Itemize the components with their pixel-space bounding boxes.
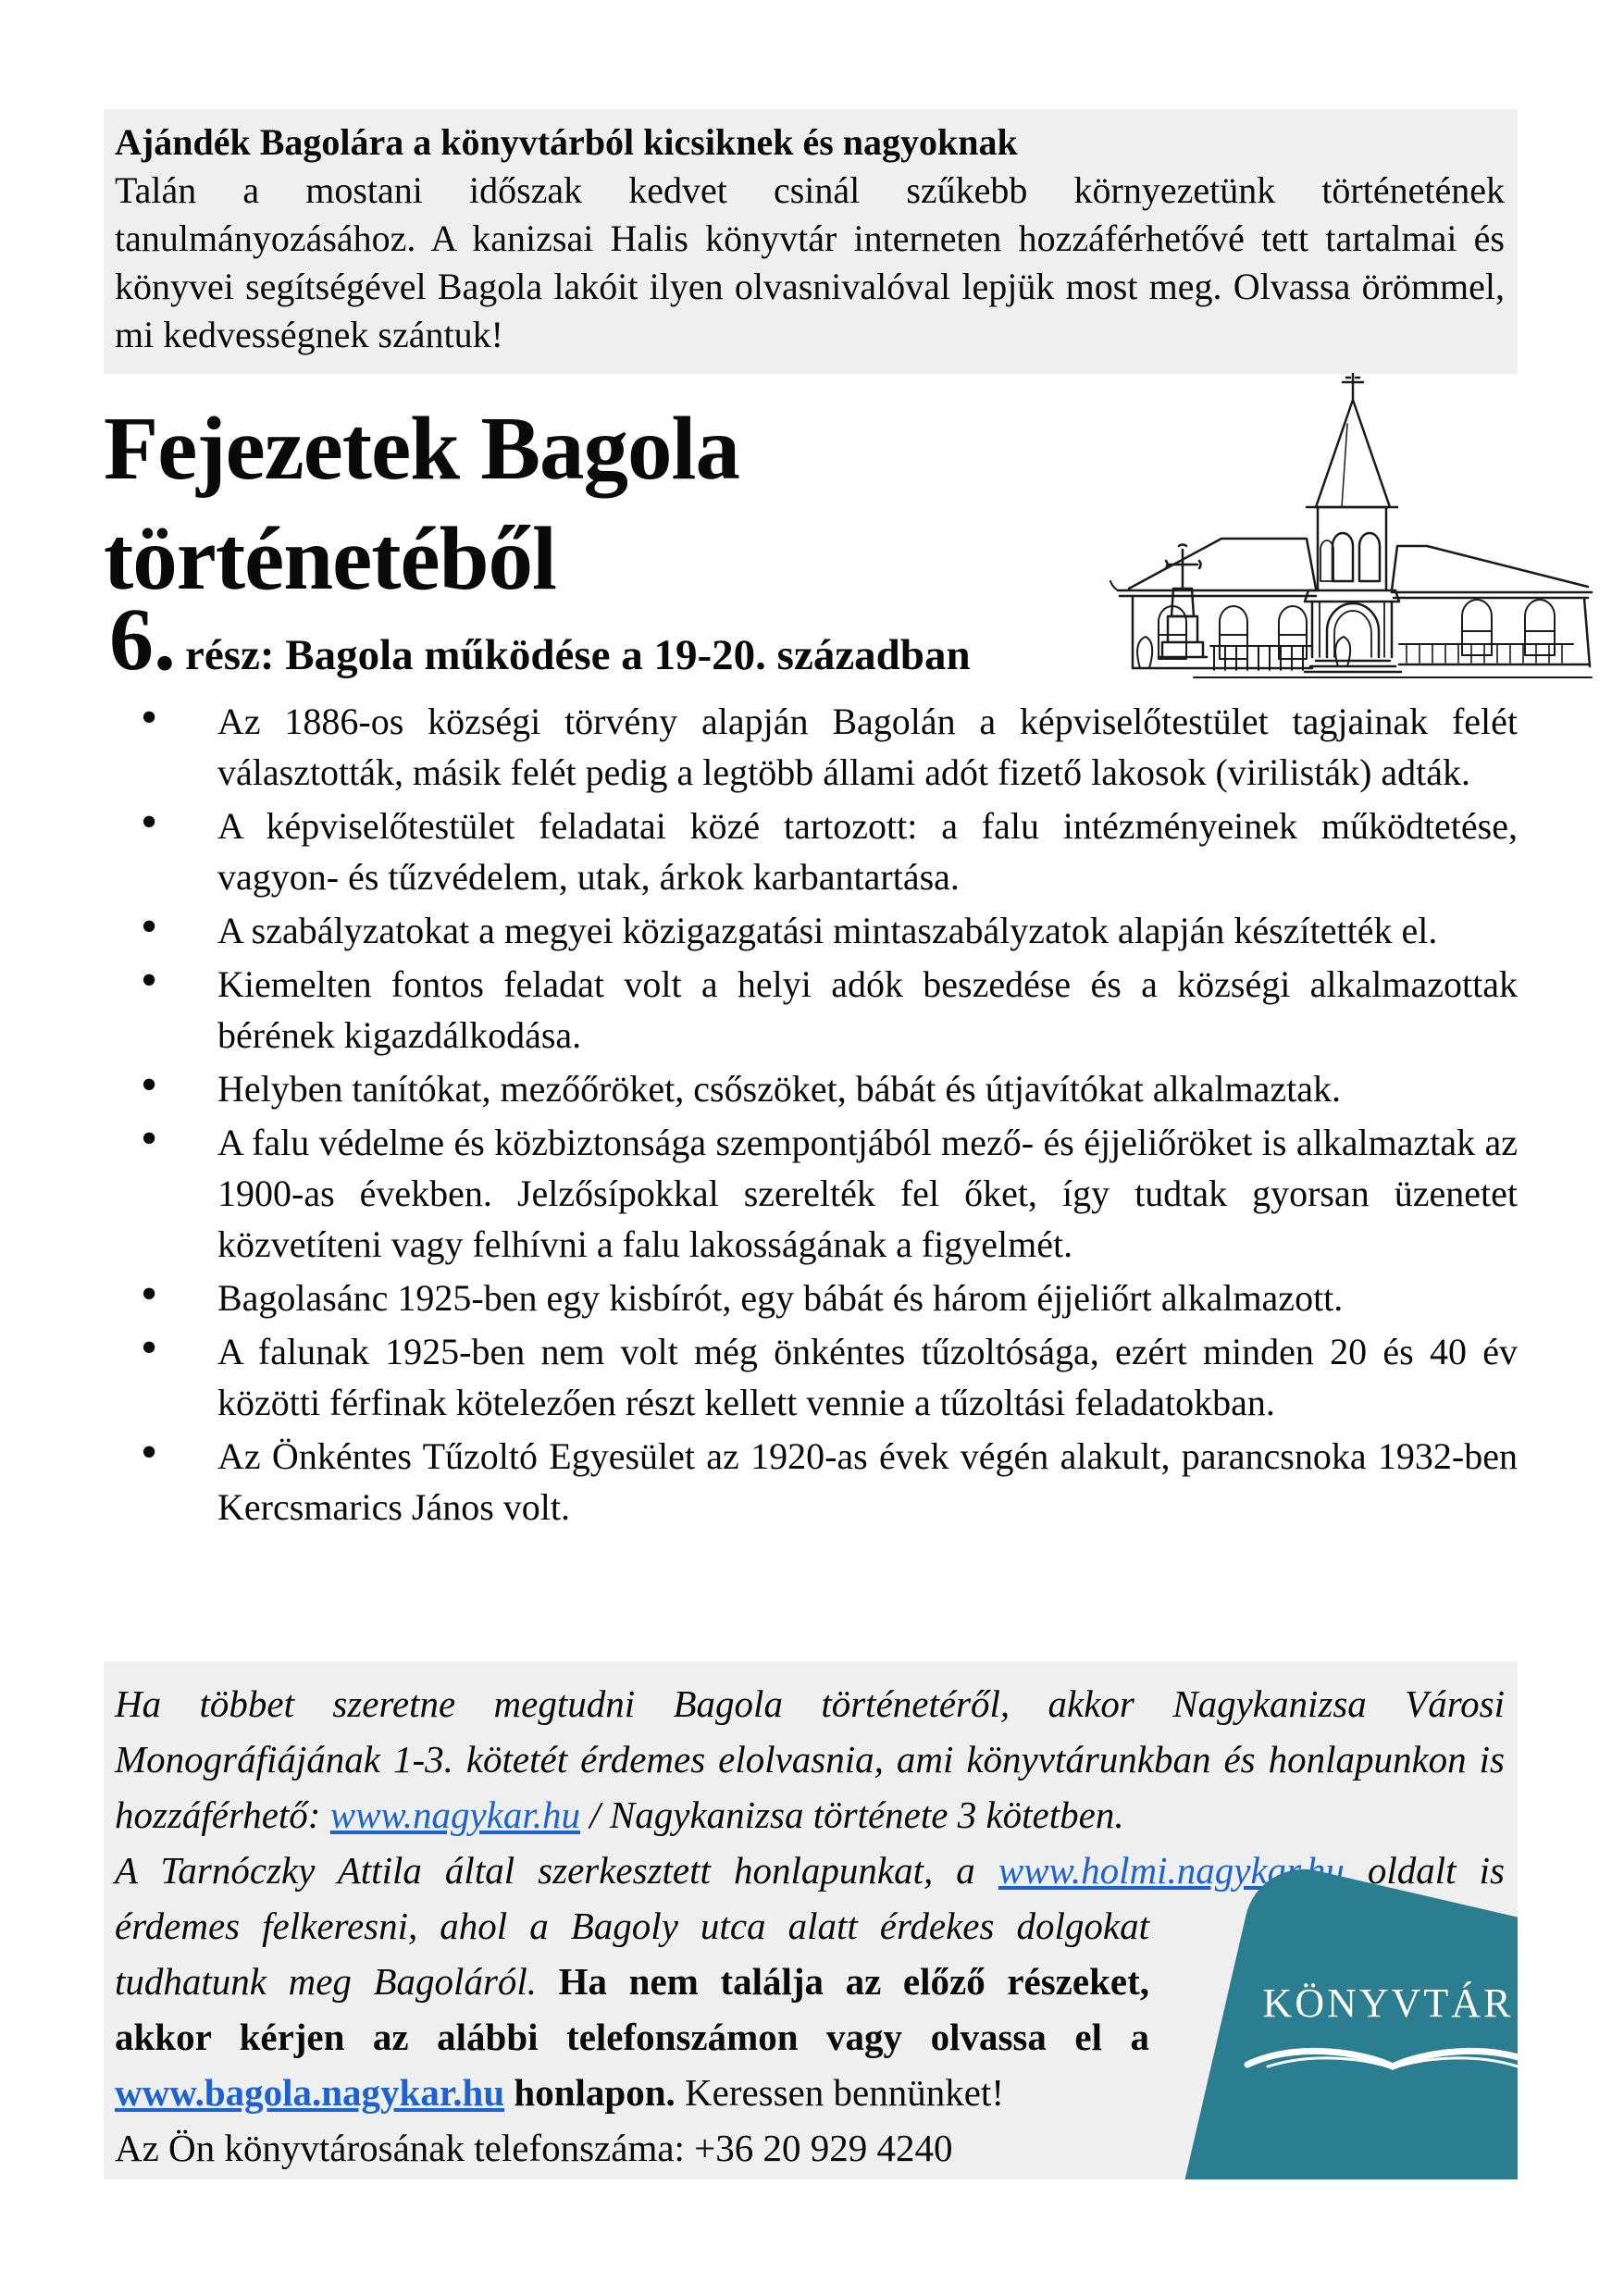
church-illustration xyxy=(1073,368,1596,678)
part-number: 6. xyxy=(109,590,176,689)
list-item: • Helyben tanítókat, mezőőröket, csőszöket, bábát és útjavítókat alkalmaztak. xyxy=(104,1063,1518,1114)
footer-text: Ha többet szeretne megtudni Bagola történetéről, akkor Nagykanizsa Városi Monográfiájának 1-3. kötetét érdemes elolvasnia, ami könyvtárunkban és honlapunkon is hozzáférhető: xyxy=(115,1682,1505,1836)
part-title: rész: Bagola működése a 19-20. században xyxy=(185,631,971,679)
part-subtitle xyxy=(109,589,971,690)
footer-bold-text: Ha nem találja az előző részeket, akkor kérjen az alábbi telefonszámon vagy olvassa el a xyxy=(115,1960,1149,2058)
page-title-line2: történetéből xyxy=(104,509,556,608)
footer-text: A Tarnóczky Attila által szerkesztett honlapunkat, a xyxy=(115,1849,998,1892)
page-title-line1: Fejezetek Bagola xyxy=(104,399,739,498)
footer-text: oldalt xyxy=(1344,1849,1480,1892)
footer-box xyxy=(104,1661,1518,2179)
open-book-icon xyxy=(1240,2029,1518,2079)
list-item: • A képviselőtestület feladatai közé tartozott: a falu intézményeinek működtetése, vagyon- és tűzvédelem, utak, árkok karbantartása. xyxy=(104,800,1518,902)
footer-text: Keressen bennünket! xyxy=(675,2071,1004,2114)
intro-body: Talán a mostani időszak kedvet csinál szűkebb környezetünk történetének tanulmányozásához. A kanizsai Halis könyvtár interneten hozzáférhetővé tett tartalmai és könyvei segítségével Bagola lakóit ilyen olvasnivalóval lepjük most meg. Olvassa örömmel, mi kedvességnek szántuk! xyxy=(115,169,1505,355)
page-title xyxy=(104,393,936,614)
intro-box xyxy=(104,109,1518,374)
list-item: • A falu védelme és közbiztonsága szempontjából mező- és éjjeliőröket is alkalmaztak az 1900-as években. Jelzősípokkal szerelték fel őket, így tudtak gyorsan üzenetet közvetíteni vagy felhívni a falu lakosságának a figyelmét. xyxy=(104,1117,1518,1270)
intro-title: Ajándék Bagolára a könyvtárból kicsiknek és nagyoknak xyxy=(115,121,1018,163)
list-item: • Kiemelten fontos feladat volt a helyi adók beszedése és a községi alkalmazottak bérének kigazdálkodása. xyxy=(104,959,1518,1061)
list-item: • A falunak 1925-ben nem volt még önkéntes tűzoltósága, ezért minden 20 és 40 év közötti férfinak kötelezően részt kellett vennie a tűzoltási feladatokban. xyxy=(104,1326,1518,1428)
librarian-phone-line: Az Ön könyvtárosának telefonszáma: +36 20 929 4240 xyxy=(115,2127,953,2169)
list-item: • Az 1886-os községi törvény alapján Bagolán a képviselőtestület tagjainak felét választották, másik felét pedig a legtöbb állami adót fizető lakosok (virilisták) adták. xyxy=(104,696,1518,798)
link-nagykar[interactable]: www.nagykar.hu xyxy=(329,1793,581,1836)
library-logo-label: KÖNYVTÁR xyxy=(1262,1980,1514,2026)
list-item: • A szabályzatokat a megyei közigazgatási mintaszabályzatok alapján készítették el. xyxy=(104,905,1518,956)
list-item: • Bagolasánc 1925-ben egy kisbírót, egy bábát és három éjjeliőrt alkalmazott. xyxy=(104,1272,1518,1323)
list-item: • Az Önkéntes Tűzoltó Egyesület az 1920-as évek végén alakult, parancsnoka 1932-ben Kercsmarics János volt. xyxy=(104,1431,1518,1533)
footer-text: / Nagykanizsa története 3 kötetben. xyxy=(580,1793,1124,1836)
footer-paragraph-1 xyxy=(115,1676,1505,1843)
link-holmi-nagykar[interactable]: www.holmi.nagykar.hu xyxy=(998,1849,1345,1892)
footer-text: is érdemes felkeresni, ahol a Bagoly utca alatt érdekes dolgokat tudhatunk meg Bagoláról. xyxy=(115,1849,1505,2003)
link-bagola-nagykar[interactable]: www.bagola.nagykar.hu xyxy=(115,2071,505,2114)
church-line-drawing-icon xyxy=(1073,368,1596,683)
bullet-list xyxy=(104,696,1518,1535)
footer-bold-text: honlapon. xyxy=(504,2071,676,2114)
